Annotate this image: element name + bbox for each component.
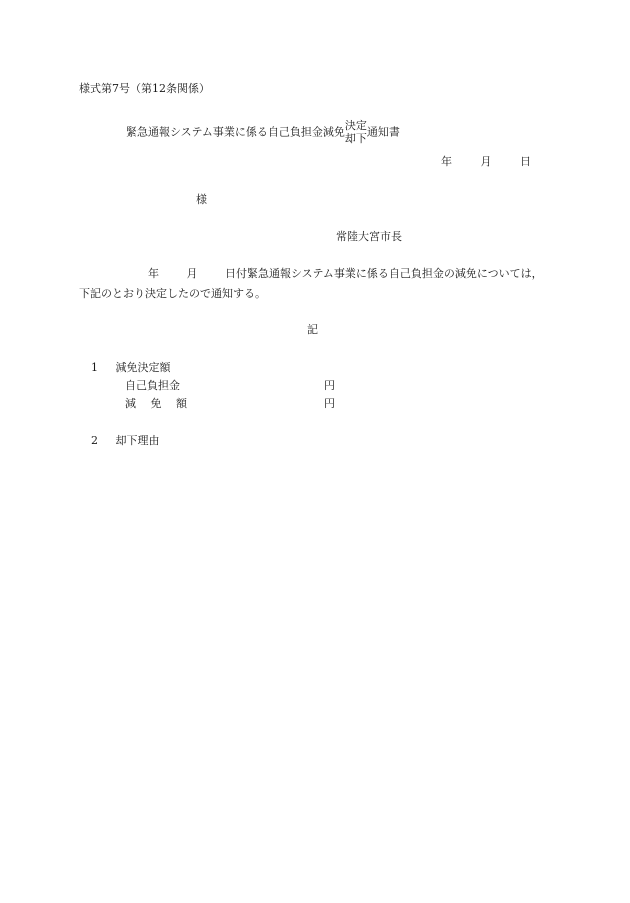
item-1 — [91, 362, 171, 373]
body-line-1 — [148, 268, 543, 279]
reduction-amount-label — [125, 398, 187, 409]
reduction-char-3: 額 — [176, 397, 187, 410]
document-title — [126, 120, 400, 145]
ki-heading: 記 — [307, 323, 318, 336]
date-line — [441, 156, 531, 167]
item-2 — [91, 435, 160, 446]
date-month: 月 — [480, 155, 492, 168]
reduction-yen: 円 — [324, 397, 335, 410]
body-year: 年 — [148, 267, 159, 280]
item-2-label: 却下理由 — [115, 434, 160, 447]
item-1-label: 減免決定額 — [115, 361, 171, 374]
body-month: 月 — [186, 267, 198, 280]
title-suffix: 通知書 — [366, 125, 400, 139]
form-label: 様式第7号（第12条関係） — [79, 82, 210, 95]
body-line1-rest: 日付緊急通報システム事業に係る自己負担金の減免については， — [225, 267, 543, 280]
body-line-2: 下記のとおり決定したので通知する。 — [79, 287, 266, 300]
self-pay-yen: 円 — [324, 379, 335, 392]
sender-name: 常陸大宮市長 — [336, 230, 402, 243]
date-year: 年 — [441, 155, 452, 168]
self-pay-label: 自己負担金 — [125, 379, 180, 392]
item-1-number: 1 — [91, 361, 98, 374]
item-2-number: 2 — [91, 434, 98, 447]
addressee-suffix: 様 — [196, 193, 207, 206]
title-option-stack — [345, 120, 367, 145]
title-option-decision: 決定 — [344, 119, 367, 132]
reduction-char-2: 免 — [150, 397, 162, 410]
title-main: 緊急通報システム事業に係る自己負担金減免 — [126, 125, 345, 139]
reduction-char-1: 減 — [125, 397, 136, 410]
date-day: 日 — [520, 155, 531, 168]
title-option-rejection: 却下 — [344, 131, 367, 145]
